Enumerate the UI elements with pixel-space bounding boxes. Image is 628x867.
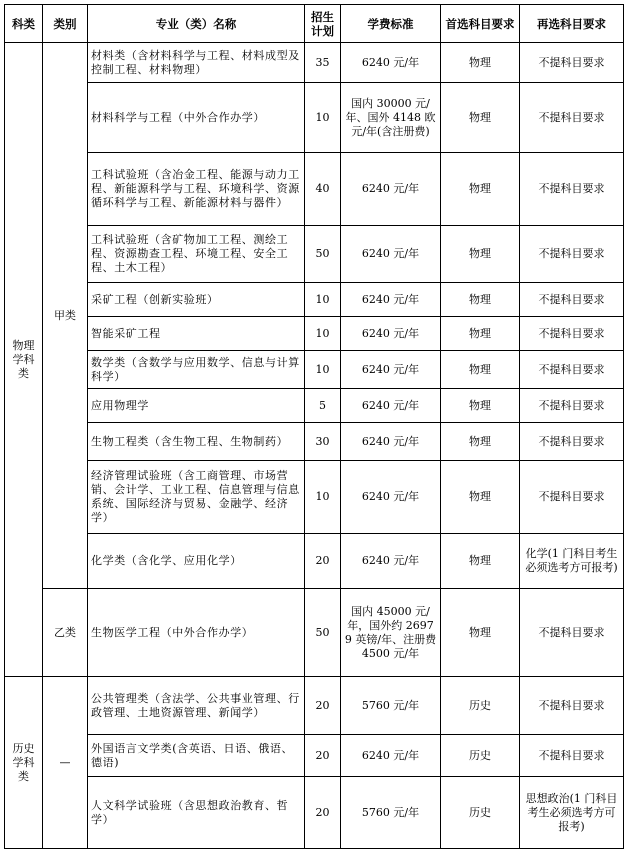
group-history: 历史学科类: [5, 677, 43, 849]
second-choice-cell: 不提科目要求: [520, 153, 624, 226]
tuition-cell: 6240 元/年: [341, 389, 441, 423]
second-choice-cell: 不提科目要求: [520, 461, 624, 534]
major-cell: 经济管理试验班（含工商管理、市场营销、会计学、工业工程、信息管理与信息系统、国际经济与贸易、金融学、经济学）: [88, 461, 305, 534]
table-row: [5, 423, 624, 461]
first-choice-cell: 物理: [441, 534, 520, 589]
quota-cell: 20: [305, 777, 341, 849]
quota-cell: 50: [305, 589, 341, 677]
header-major: 专业（类）名称: [88, 5, 305, 43]
second-choice-cell: 不提科目要求: [520, 589, 624, 677]
table-row: [5, 317, 624, 351]
major-cell: 智能采矿工程: [88, 317, 305, 351]
major-cell: 数学类（含数学与应用数学、信息与计算科学）: [88, 351, 305, 389]
second-choice-cell: 不提科目要求: [520, 423, 624, 461]
quota-cell: 20: [305, 677, 341, 735]
major-cell: 材料类（含材料科学与工程、材料成型及控制工程、材料物理）: [88, 43, 305, 83]
major-cell: 人文科学试验班（含思想政治教育、哲学）: [88, 777, 305, 849]
category-yi: 乙类: [43, 589, 88, 677]
first-choice-cell: 物理: [441, 461, 520, 534]
major-cell: 应用物理学: [88, 389, 305, 423]
table-row: [5, 534, 624, 589]
second-choice-cell: 不提科目要求: [520, 735, 624, 777]
header-first-choice: 首选科目要求: [441, 5, 520, 43]
first-choice-cell: 物理: [441, 589, 520, 677]
second-choice-cell: 不提科目要求: [520, 351, 624, 389]
quota-cell: 10: [305, 317, 341, 351]
table-row: [5, 677, 624, 735]
major-cell: 生物工程类（含生物工程、生物制药）: [88, 423, 305, 461]
quota-cell: 35: [305, 43, 341, 83]
table-row: [5, 777, 624, 849]
table-row: [5, 43, 624, 83]
first-choice-cell: 历史: [441, 735, 520, 777]
admissions-table: [4, 4, 624, 849]
table-row: [5, 351, 624, 389]
major-cell: 材料科学与工程（中外合作办学）: [88, 83, 305, 153]
header-second-choice: 再选科目要求: [520, 5, 624, 43]
quota-cell: 50: [305, 226, 341, 283]
quota-cell: 5: [305, 389, 341, 423]
tuition-cell: 6240 元/年: [341, 423, 441, 461]
first-choice-cell: 历史: [441, 677, 520, 735]
table-row: [5, 735, 624, 777]
tuition-cell: 国内 45000 元/年，国外约 26979 英镑/年、注册费 4500 元/年: [341, 589, 441, 677]
table-row: [5, 461, 624, 534]
quota-cell: 20: [305, 534, 341, 589]
first-choice-cell: 物理: [441, 43, 520, 83]
tuition-cell: 6240 元/年: [341, 461, 441, 534]
first-choice-cell: 物理: [441, 226, 520, 283]
header-subject: 科类: [5, 5, 43, 43]
second-choice-cell: 不提科目要求: [520, 226, 624, 283]
header-tuition: 学费标准: [341, 5, 441, 43]
category-none: —: [43, 677, 88, 849]
table-row: [5, 226, 624, 283]
major-cell: 生物医学工程（中外合作办学）: [88, 589, 305, 677]
second-choice-cell: 不提科目要求: [520, 389, 624, 423]
second-choice-cell: 化学(1 门科目考生必须选考方可报考): [520, 534, 624, 589]
table-row: [5, 389, 624, 423]
tuition-cell: 6240 元/年: [341, 317, 441, 351]
tuition-cell: 6240 元/年: [341, 534, 441, 589]
tuition-cell: 5760 元/年: [341, 677, 441, 735]
header-category: 类别: [43, 5, 88, 43]
major-cell: 采矿工程（创新实验班）: [88, 283, 305, 317]
first-choice-cell: 物理: [441, 317, 520, 351]
tuition-cell: 6240 元/年: [341, 226, 441, 283]
quota-cell: 30: [305, 423, 341, 461]
header-quota: 招生计划: [305, 5, 341, 43]
table-row: [5, 83, 624, 153]
first-choice-cell: 历史: [441, 777, 520, 849]
header-row: [5, 5, 624, 43]
first-choice-cell: 物理: [441, 83, 520, 153]
major-cell: 工科试验班（含冶金工程、能源与动力工程、新能源科学与工程、环境科学、资源循环科学与工程、新能源材料与器件）: [88, 153, 305, 226]
tuition-cell: 6240 元/年: [341, 283, 441, 317]
second-choice-cell: 不提科目要求: [520, 283, 624, 317]
second-choice-cell: 不提科目要求: [520, 83, 624, 153]
first-choice-cell: 物理: [441, 153, 520, 226]
second-choice-cell: 不提科目要求: [520, 43, 624, 83]
first-choice-cell: 物理: [441, 351, 520, 389]
first-choice-cell: 物理: [441, 283, 520, 317]
group-physics: 物理学科类: [5, 43, 43, 677]
second-choice-cell: 不提科目要求: [520, 317, 624, 351]
category-jia: 甲类: [43, 43, 88, 589]
tuition-cell: 6240 元/年: [341, 43, 441, 83]
quota-cell: 40: [305, 153, 341, 226]
table-row: [5, 153, 624, 226]
first-choice-cell: 物理: [441, 389, 520, 423]
quota-cell: 20: [305, 735, 341, 777]
quota-cell: 10: [305, 461, 341, 534]
table-row: [5, 589, 624, 677]
table-row: [5, 283, 624, 317]
quota-cell: 10: [305, 83, 341, 153]
quota-cell: 10: [305, 351, 341, 389]
major-cell: 外国语言文学类(含英语、日语、俄语、德语): [88, 735, 305, 777]
major-cell: 公共管理类（含法学、公共事业管理、行政管理、土地资源管理、新闻学）: [88, 677, 305, 735]
second-choice-cell: 思想政治(1 门科目考生必须选考方可报考): [520, 777, 624, 849]
major-cell: 化学类（含化学、应用化学）: [88, 534, 305, 589]
major-cell: 工科试验班（含矿物加工工程、测绘工程、资源勘查工程、环境工程、安全工程、土木工程）: [88, 226, 305, 283]
tuition-cell: 国内 30000 元/年、国外 4148 欧元/年(含注册费): [341, 83, 441, 153]
tuition-cell: 6240 元/年: [341, 351, 441, 389]
quota-cell: 10: [305, 283, 341, 317]
tuition-cell: 6240 元/年: [341, 153, 441, 226]
tuition-cell: 6240 元/年: [341, 735, 441, 777]
second-choice-cell: 不提科目要求: [520, 677, 624, 735]
tuition-cell: 5760 元/年: [341, 777, 441, 849]
first-choice-cell: 物理: [441, 423, 520, 461]
